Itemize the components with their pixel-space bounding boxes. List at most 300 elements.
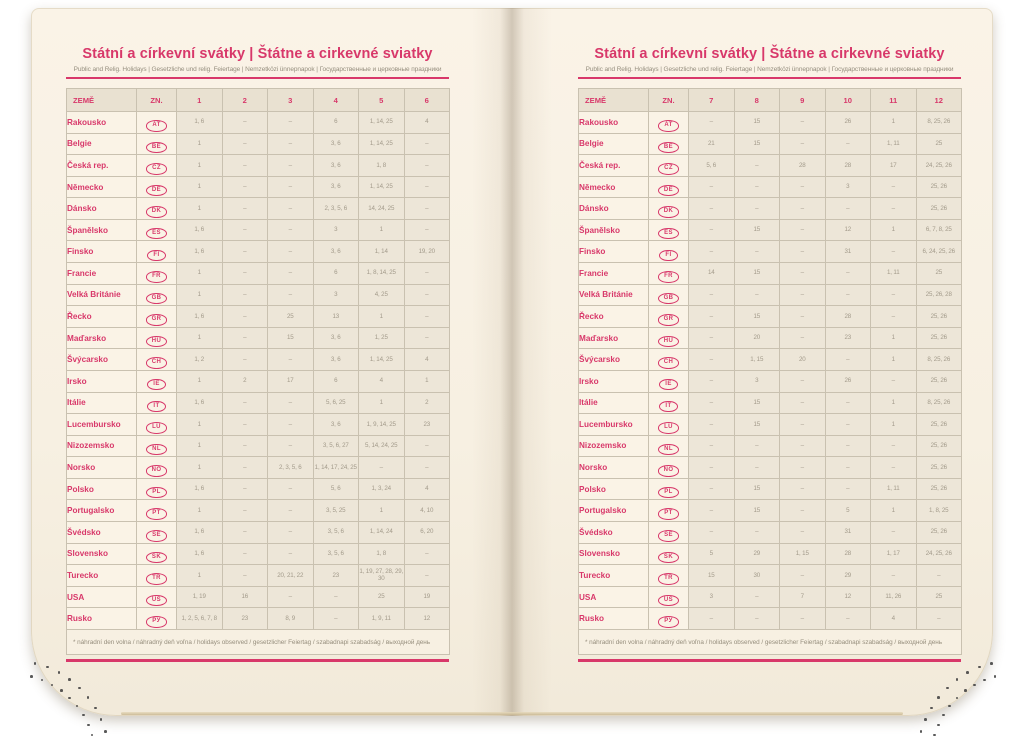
holiday-cell: 1 <box>871 219 917 241</box>
holiday-cell: 1, 6 <box>177 478 223 500</box>
country-code-badge: TR <box>658 573 679 585</box>
holiday-cell: 1 <box>359 306 405 328</box>
holiday-cell: – <box>689 392 735 414</box>
country-code-badge: LU <box>658 422 679 434</box>
country-cell: Irsko <box>579 370 649 392</box>
holiday-cell: 1, 14, 24 <box>359 521 405 543</box>
holiday-cell: 7 <box>780 586 826 608</box>
holiday-cell: 20 <box>734 327 780 349</box>
notebook-spread <box>31 8 993 716</box>
holiday-cell: – <box>780 306 826 328</box>
holiday-cell: – <box>825 392 871 414</box>
holiday-cell: 4 <box>404 478 450 500</box>
holiday-cell: – <box>313 608 359 630</box>
holiday-cell: 12 <box>404 608 450 630</box>
holiday-cell: – <box>222 306 268 328</box>
country-cell: Nizozemsko <box>579 435 649 457</box>
holiday-cell: 3, 6 <box>313 133 359 155</box>
holiday-cell: – <box>780 414 826 436</box>
holiday-cell: – <box>689 500 735 522</box>
country-code-badge: SK <box>658 552 679 564</box>
country-code-cell <box>649 306 689 328</box>
holiday-cell: 20 <box>780 349 826 371</box>
holiday-cell: – <box>404 435 450 457</box>
table-row <box>67 414 450 436</box>
holiday-cell: – <box>780 176 826 198</box>
country-code-cell <box>137 112 177 134</box>
country-code-badge: IT <box>659 401 677 413</box>
holiday-cell: 1, 8 <box>359 155 405 177</box>
country-cell: Německo <box>67 176 137 198</box>
holiday-cell: 1 <box>871 500 917 522</box>
table-row <box>67 306 450 328</box>
country-code-cell <box>649 392 689 414</box>
country-code-badge: DK <box>146 206 167 218</box>
table-row <box>67 500 450 522</box>
table-row <box>579 133 962 155</box>
holiday-cell: – <box>689 327 735 349</box>
holiday-cell: – <box>268 176 314 198</box>
holiday-cell: – <box>404 284 450 306</box>
country-cell: Španělsko <box>579 219 649 241</box>
holiday-cell: 1 <box>871 392 917 414</box>
country-cell: Irsko <box>67 370 137 392</box>
holiday-cell: 15 <box>734 414 780 436</box>
country-code-badge: GB <box>146 293 168 305</box>
country-code-cell <box>137 435 177 457</box>
accent-rule <box>66 77 449 79</box>
holiday-cell: – <box>268 435 314 457</box>
holiday-cell: 1 <box>177 457 223 479</box>
country-code-cell <box>649 198 689 220</box>
holiday-cell: 12 <box>825 219 871 241</box>
holiday-cell: 3, 5, 6, 27 <box>313 435 359 457</box>
holiday-cell: – <box>268 263 314 285</box>
holiday-cell: – <box>222 112 268 134</box>
holiday-cell: – <box>404 198 450 220</box>
header-row <box>579 89 962 112</box>
country-cell: Slovensko <box>67 543 137 565</box>
country-cell: Portugalsko <box>67 500 137 522</box>
table-row <box>579 543 962 565</box>
holiday-cell: 1 <box>177 198 223 220</box>
holiday-cell: 5, 14, 24, 25 <box>359 435 405 457</box>
holiday-cell: – <box>780 198 826 220</box>
column-header-country: ZEMĚ <box>579 89 649 112</box>
country-code-badge: PT <box>146 508 166 520</box>
holiday-cell: 1 <box>177 370 223 392</box>
table-row <box>579 586 962 608</box>
accent-rule <box>66 659 449 662</box>
country-code-cell <box>649 327 689 349</box>
country-code-cell <box>649 586 689 608</box>
country-code-badge: NL <box>146 444 167 456</box>
holiday-cell: – <box>222 349 268 371</box>
table-row <box>579 392 962 414</box>
country-code-cell <box>649 608 689 630</box>
holiday-cell: – <box>689 608 735 630</box>
holiday-cell: 15 <box>734 219 780 241</box>
table-row <box>579 176 962 198</box>
country-code-cell <box>137 263 177 285</box>
holiday-cell: – <box>268 392 314 414</box>
holiday-cell: – <box>222 435 268 457</box>
holiday-cell: – <box>222 392 268 414</box>
holiday-cell: 1, 8, 14, 25 <box>359 263 405 285</box>
country-cell: Turecko <box>67 565 137 587</box>
holiday-cell: – <box>780 370 826 392</box>
country-code-cell <box>649 241 689 263</box>
table-row <box>579 327 962 349</box>
country-cell: Slovensko <box>579 543 649 565</box>
column-header-month: 7 <box>689 89 735 112</box>
holiday-cell: – <box>689 435 735 457</box>
country-cell: Německo <box>579 176 649 198</box>
column-header-month: 3 <box>268 89 314 112</box>
holiday-cell: 1 <box>404 370 450 392</box>
holiday-cell: – <box>268 284 314 306</box>
holiday-cell: 3, 5, 6 <box>313 543 359 565</box>
column-header-month: 11 <box>871 89 917 112</box>
country-code-badge: IT <box>147 401 165 413</box>
country-cell: Turecko <box>579 565 649 587</box>
holiday-cell: 1, 15 <box>734 349 780 371</box>
holiday-cell: – <box>404 543 450 565</box>
country-code-cell <box>137 457 177 479</box>
table-row <box>67 112 450 134</box>
table-row <box>579 198 962 220</box>
country-code-badge: AT <box>658 120 678 132</box>
accent-rule <box>578 77 961 79</box>
holiday-cell: – <box>916 565 962 587</box>
holiday-cell: 4 <box>871 608 917 630</box>
country-code-badge: US <box>146 595 167 607</box>
footnote-row <box>67 630 450 655</box>
holiday-cell: 1, 25 <box>359 327 405 349</box>
table-row <box>579 521 962 543</box>
holiday-cell: – <box>404 327 450 349</box>
holiday-cell: – <box>780 263 826 285</box>
holiday-cell: 6 <box>313 112 359 134</box>
page-title: Státní a církevní svátky | Štátne a cirkevné sviatky <box>594 46 945 62</box>
holiday-cell: 1, 8, 25 <box>916 500 962 522</box>
holiday-cell: 5 <box>689 543 735 565</box>
page-subtitle: Public and Relig. Holidays | Gesetzliche und relig. Feiertage | Nemzetközi ünnepnapok | Государственные и церковные праздники <box>585 66 954 73</box>
holiday-cell: 1 <box>177 327 223 349</box>
holiday-cell: – <box>268 133 314 155</box>
holiday-cell: – <box>871 435 917 457</box>
holiday-cell: 25, 26 <box>916 306 962 328</box>
holiday-cell: 1, 19 <box>177 586 223 608</box>
holiday-cell: 25, 26 <box>916 327 962 349</box>
holiday-cell: – <box>268 500 314 522</box>
holiday-cell: – <box>268 241 314 263</box>
country-code-cell <box>137 414 177 436</box>
table-row <box>67 155 450 177</box>
holiday-cell: 31 <box>825 521 871 543</box>
country-code-cell <box>137 478 177 500</box>
holiday-cell: 2, 3, 5, 6 <box>313 198 359 220</box>
country-code-cell <box>649 435 689 457</box>
holiday-cell: – <box>871 284 917 306</box>
holiday-cell: 1, 6 <box>177 219 223 241</box>
holiday-cell: – <box>734 241 780 263</box>
country-cell: Polsko <box>67 478 137 500</box>
holiday-cell: 1, 2, 5, 6, 7, 8 <box>177 608 223 630</box>
country-code-badge: PT <box>658 508 678 520</box>
column-header-month: 9 <box>780 89 826 112</box>
country-code-badge: AT <box>146 120 166 132</box>
holiday-cell: – <box>780 392 826 414</box>
table-row <box>579 263 962 285</box>
holiday-cell: 1, 14 <box>359 241 405 263</box>
country-cell: Maďarsko <box>579 327 649 349</box>
column-header-code: ZN. <box>649 89 689 112</box>
holiday-cell: – <box>780 521 826 543</box>
holiday-cell: 15 <box>689 565 735 587</box>
holiday-cell: 23 <box>313 565 359 587</box>
country-code-cell <box>137 155 177 177</box>
holiday-cell: 20, 21, 22 <box>268 565 314 587</box>
country-code-cell <box>137 133 177 155</box>
country-code-badge: BE <box>658 142 679 154</box>
country-code-badge: FR <box>658 271 679 283</box>
country-code-cell <box>649 284 689 306</box>
holiday-cell: 6, 20 <box>404 521 450 543</box>
country-cell: Řecko <box>579 306 649 328</box>
footnote: * náhradní den volna / náhradný deň voľna / holidays observed / gesetzlicher Feiertag / szabadnapi szabadság / выходной день <box>579 630 962 655</box>
holiday-cell: 11, 26 <box>871 586 917 608</box>
holiday-cell: – <box>222 155 268 177</box>
holiday-cell: 4, 10 <box>404 500 450 522</box>
country-cell: Rusko <box>67 608 137 630</box>
holiday-cell: – <box>734 586 780 608</box>
table-row <box>67 327 450 349</box>
holiday-cell: 3 <box>313 219 359 241</box>
country-code-cell <box>137 565 177 587</box>
holiday-cell: 6 <box>313 263 359 285</box>
holiday-cell: 25, 26 <box>916 198 962 220</box>
country-code-cell <box>137 370 177 392</box>
holiday-cell: – <box>222 414 268 436</box>
holiday-cell: 1, 14, 17, 24, 25 <box>313 457 359 479</box>
holiday-cell: 1 <box>359 500 405 522</box>
country-code-badge: SE <box>658 530 679 542</box>
holiday-cell: – <box>825 198 871 220</box>
holiday-cell: – <box>222 284 268 306</box>
table-row <box>67 392 450 414</box>
table-row <box>579 478 962 500</box>
holiday-cell: 25, 26 <box>916 176 962 198</box>
holiday-cell: 29 <box>825 565 871 587</box>
table-row <box>579 284 962 306</box>
country-code-cell <box>649 263 689 285</box>
holiday-cell: – <box>268 521 314 543</box>
holiday-cell: 1, 8 <box>359 543 405 565</box>
holiday-cell: 3, 6 <box>313 414 359 436</box>
column-header-month: 4 <box>313 89 359 112</box>
country-cell: Finsko <box>579 241 649 263</box>
holiday-cell: – <box>689 241 735 263</box>
country-code-badge: IE <box>147 379 165 391</box>
table-row <box>579 435 962 457</box>
holiday-cell: – <box>871 306 917 328</box>
holiday-cell: 25 <box>359 586 405 608</box>
holiday-cell: 3, 5, 25 <box>313 500 359 522</box>
country-code-badge: HU <box>146 336 167 348</box>
holiday-cell: 2 <box>222 370 268 392</box>
country-cell: Finsko <box>67 241 137 263</box>
holiday-cell: – <box>689 370 735 392</box>
holiday-cell: – <box>404 176 450 198</box>
country-code-badge: CZ <box>146 163 167 175</box>
holiday-cell: 1, 6 <box>177 521 223 543</box>
table-row <box>579 608 962 630</box>
holiday-cell: 17 <box>268 370 314 392</box>
holiday-cell: 15 <box>734 112 780 134</box>
country-cell: Norsko <box>579 457 649 479</box>
column-header-month: 5 <box>359 89 405 112</box>
table-row <box>67 198 450 220</box>
table-row <box>67 349 450 371</box>
holiday-cell: – <box>780 565 826 587</box>
country-code-cell <box>137 198 177 220</box>
holiday-cell: 5, 6 <box>689 155 735 177</box>
holiday-cell: 6, 7, 8, 25 <box>916 219 962 241</box>
left-page-header <box>66 46 449 79</box>
holiday-cell: – <box>780 219 826 241</box>
holiday-cell: 4 <box>404 112 450 134</box>
country-code-cell <box>137 327 177 349</box>
table-row <box>67 370 450 392</box>
holiday-cell: – <box>222 457 268 479</box>
holiday-cell: – <box>689 457 735 479</box>
holiday-cell: 1 <box>871 349 917 371</box>
holiday-cell: – <box>825 608 871 630</box>
holiday-cell: – <box>268 543 314 565</box>
holiday-cell: 2 <box>404 392 450 414</box>
holiday-cell: 3, 5, 6 <box>313 521 359 543</box>
table-row <box>579 500 962 522</box>
country-cell: Dánsko <box>67 198 137 220</box>
country-code-badge: SK <box>146 552 167 564</box>
table-row <box>67 543 450 565</box>
holiday-cell: – <box>222 500 268 522</box>
country-cell: Rusko <box>579 608 649 630</box>
holiday-cell: – <box>734 284 780 306</box>
holiday-cell: – <box>404 133 450 155</box>
column-header-month: 6 <box>404 89 450 112</box>
holiday-cell: – <box>871 565 917 587</box>
holiday-cell: – <box>268 478 314 500</box>
country-code-badge: TR <box>146 573 167 585</box>
country-code-cell <box>137 392 177 414</box>
holiday-cell: 1, 2 <box>177 349 223 371</box>
holiday-cell: 1 <box>359 219 405 241</box>
country-cell: Rakousko <box>579 112 649 134</box>
holiday-cell: – <box>871 521 917 543</box>
holiday-cell: 28 <box>825 155 871 177</box>
holiday-cell: – <box>780 133 826 155</box>
holiday-cell: 1, 9, 11 <box>359 608 405 630</box>
holiday-cell: 24, 25, 26 <box>916 155 962 177</box>
holiday-cell: – <box>313 586 359 608</box>
column-header-month: 10 <box>825 89 871 112</box>
holiday-cell: – <box>871 241 917 263</box>
table-row <box>579 306 962 328</box>
country-code-badge: LU <box>146 422 167 434</box>
holiday-cell: 8, 25, 26 <box>916 349 962 371</box>
holiday-cell: 1 <box>177 435 223 457</box>
table-row <box>67 133 450 155</box>
holiday-cell: – <box>222 176 268 198</box>
table-row <box>67 284 450 306</box>
country-code-cell <box>649 112 689 134</box>
holiday-cell: 1 <box>177 414 223 436</box>
holiday-cell: – <box>780 500 826 522</box>
holiday-cell: – <box>780 327 826 349</box>
country-code-badge: NO <box>658 465 680 477</box>
holiday-cell: 25, 26 <box>916 457 962 479</box>
country-code-cell <box>649 565 689 587</box>
holiday-cell: 24, 25, 26 <box>916 543 962 565</box>
country-cell: Velká Británie <box>579 284 649 306</box>
holiday-cell: 1 <box>871 112 917 134</box>
country-cell: Rakousko <box>67 112 137 134</box>
country-code-cell <box>649 155 689 177</box>
table-row <box>67 241 450 263</box>
holiday-cell: – <box>734 176 780 198</box>
country-code-badge: РУ <box>658 616 678 628</box>
holiday-cell: – <box>734 521 780 543</box>
holiday-cell: – <box>780 608 826 630</box>
country-code-cell <box>137 608 177 630</box>
holiday-cell: 15 <box>734 392 780 414</box>
country-cell: Nizozemsko <box>67 435 137 457</box>
holiday-cell: 1, 11 <box>871 133 917 155</box>
country-cell: Itálie <box>67 392 137 414</box>
country-cell: Polsko <box>579 478 649 500</box>
holiday-cell: 5, 6 <box>313 478 359 500</box>
holiday-cell: 25, 26 <box>916 414 962 436</box>
column-header-month: 2 <box>222 89 268 112</box>
country-code-badge: HU <box>658 336 679 348</box>
country-code-cell <box>649 370 689 392</box>
holiday-cell: 25 <box>916 586 962 608</box>
holiday-cell: 1, 9, 14, 25 <box>359 414 405 436</box>
holiday-cell: 28 <box>825 306 871 328</box>
table-row <box>67 586 450 608</box>
country-code-badge: CH <box>658 357 679 369</box>
country-code-badge: FR <box>146 271 167 283</box>
table-row <box>579 349 962 371</box>
country-code-badge: ES <box>146 228 167 240</box>
holiday-cell: 25, 26 <box>916 478 962 500</box>
country-code-badge: CZ <box>658 163 679 175</box>
country-code-badge: CH <box>146 357 167 369</box>
holiday-cell: – <box>734 198 780 220</box>
country-code-cell <box>137 241 177 263</box>
country-code-badge: NL <box>658 444 679 456</box>
country-cell: Česká rep. <box>579 155 649 177</box>
country-code-badge: DK <box>658 206 679 218</box>
country-code-badge: PL <box>146 487 166 499</box>
holiday-cell: 1 <box>177 263 223 285</box>
table-row <box>579 370 962 392</box>
holiday-cell: – <box>222 241 268 263</box>
holiday-cell: 25, 26 <box>916 370 962 392</box>
table-row <box>67 521 450 543</box>
